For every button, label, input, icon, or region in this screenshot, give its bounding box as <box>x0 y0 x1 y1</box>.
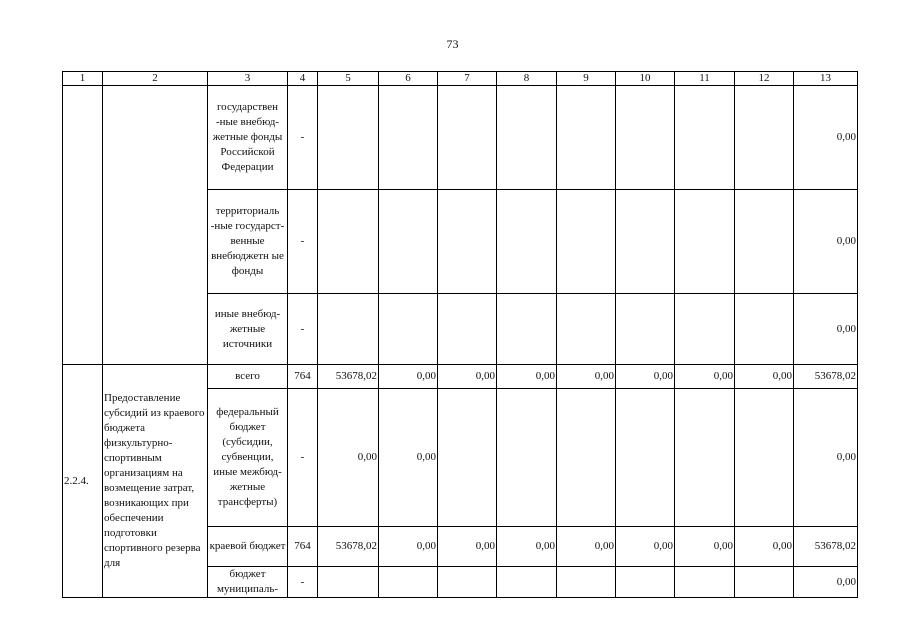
value-cell: 0,00 <box>735 527 794 567</box>
header-cell: 11 <box>675 72 735 86</box>
value-cell: 53678,02 <box>318 527 379 567</box>
value-cell: 0,00 <box>675 527 735 567</box>
value-cell: 53678,02 <box>318 365 379 389</box>
value-cell: 0,00 <box>557 527 616 567</box>
funding-source-cell: бюджет муниципаль- <box>208 567 288 598</box>
item-name-cell: Предоставление субсидий из краевого бюджета физкультурно-спортивным организациям на возмещение затрат, возникающих при обеспечении подготовки спортивного резерва для <box>103 365 208 598</box>
value-cell: 0,00 <box>794 567 858 598</box>
value-cell: 0,00 <box>794 389 858 527</box>
value-cell: 53678,02 <box>794 365 858 389</box>
header-cell: 13 <box>794 72 858 86</box>
value-cell: 0,00 <box>616 527 675 567</box>
value-cell: 0,00 <box>379 527 438 567</box>
value-cell: 0,00 <box>438 365 497 389</box>
header-cell: 4 <box>288 72 318 86</box>
value-cell: 0,00 <box>794 86 858 190</box>
value-cell: - <box>288 86 318 190</box>
page-number: 73 <box>446 37 459 51</box>
funding-source-cell: всего <box>208 365 288 389</box>
value-cell: 0,00 <box>438 527 497 567</box>
value-cell: 0,00 <box>379 365 438 389</box>
value-cell: 0,00 <box>675 365 735 389</box>
header-cell: 1 <box>63 72 103 86</box>
funding-source-cell: краевой бюджет <box>208 527 288 567</box>
item-number-cell: 2.2.4. <box>63 365 103 598</box>
value-cell: 0,00 <box>497 527 557 567</box>
header-cell: 9 <box>557 72 616 86</box>
header-cell: 5 <box>318 72 379 86</box>
value-cell: 0,00 <box>379 389 438 527</box>
value-cell: - <box>288 389 318 527</box>
value-cell: 0,00 <box>497 365 557 389</box>
funding-source-cell: иные внебюд-жетные источники <box>208 294 288 365</box>
value-cell: - <box>288 294 318 365</box>
header-cell: 8 <box>497 72 557 86</box>
header-cell: 6 <box>379 72 438 86</box>
header-cell: 12 <box>735 72 794 86</box>
header-cell: 10 <box>616 72 675 86</box>
table-row <box>63 86 858 190</box>
value-cell: 0,00 <box>735 365 794 389</box>
header-cell: 2 <box>103 72 208 86</box>
funding-source-cell: федеральный бюджет (субсидии, субвенции, иные межбюд-жетные трансферты) <box>208 389 288 527</box>
value-cell: 0,00 <box>794 294 858 365</box>
value-cell: 764 <box>288 365 318 389</box>
value-cell: 53678,02 <box>794 527 858 567</box>
value-cell: - <box>288 190 318 294</box>
value-cell: 0,00 <box>557 365 616 389</box>
header-row <box>63 72 858 86</box>
funding-source-cell: территориаль -ные государст-венные внебюджетн ые фонды <box>208 190 288 294</box>
empty-cell <box>103 86 208 365</box>
funding-source-cell: государствен -ные внебюд-жетные фонды Российской Федерации <box>208 86 288 190</box>
value-cell: 0,00 <box>616 365 675 389</box>
value-cell: 764 <box>288 527 318 567</box>
table-row <box>63 365 858 389</box>
budget-table <box>62 71 858 598</box>
header-cell: 7 <box>438 72 497 86</box>
value-cell: 0,00 <box>794 190 858 294</box>
empty-cell <box>63 86 103 365</box>
value-cell: - <box>288 567 318 598</box>
header-cell: 3 <box>208 72 288 86</box>
value-cell: 0,00 <box>318 389 379 527</box>
